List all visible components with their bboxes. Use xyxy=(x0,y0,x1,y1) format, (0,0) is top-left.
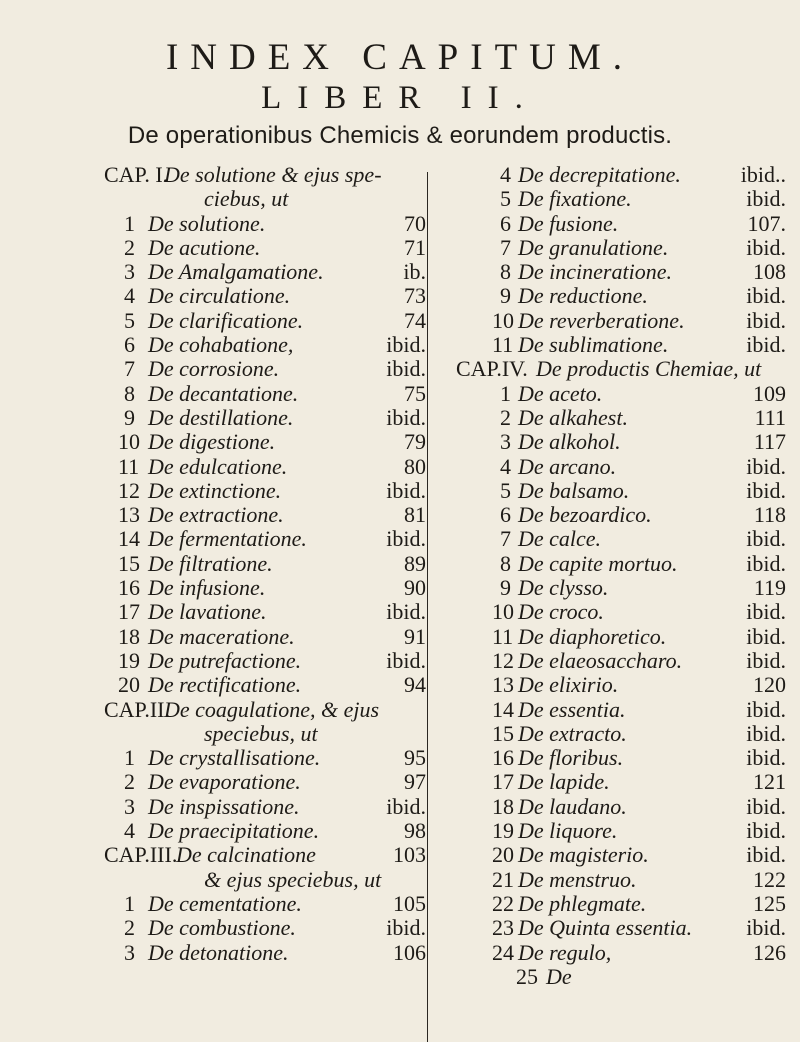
page-reference: ibid. xyxy=(746,745,786,771)
entry-number: 4 xyxy=(500,453,511,479)
entry-title: De arcano. xyxy=(518,453,617,479)
entry-number: 8 xyxy=(124,380,135,406)
entry-title: De digestione. xyxy=(148,429,276,455)
index-entry xyxy=(456,479,786,503)
entry-number: 14 xyxy=(492,696,514,722)
entry-title: De edulcatione. xyxy=(148,453,288,479)
page-reference: ibid. xyxy=(746,623,786,649)
entry-title: De magisterio. xyxy=(518,842,649,868)
entry-number: 5 xyxy=(500,186,511,212)
entry-number: 11 xyxy=(492,623,514,649)
entry-title: De maceratione. xyxy=(148,623,295,649)
entry-number: 6 xyxy=(500,210,511,236)
chapter-heading xyxy=(104,162,426,187)
entry-number: 19 xyxy=(492,818,514,844)
index-entry xyxy=(456,649,786,673)
entry-number: 7 xyxy=(124,356,135,382)
index-entry xyxy=(456,163,786,187)
page-reference: ibid. xyxy=(746,477,786,503)
page-reference: ibid. xyxy=(746,720,786,746)
page-reference: 120 xyxy=(753,672,786,698)
index-entry xyxy=(118,527,426,551)
page-reference: ibid. xyxy=(746,696,786,722)
index-entry xyxy=(118,770,426,794)
index-entry xyxy=(456,916,786,940)
index-entry xyxy=(118,284,426,308)
page-reference: ibid. xyxy=(746,234,786,260)
index-entry xyxy=(118,406,426,430)
index-entry xyxy=(456,625,786,649)
entry-number: 23 xyxy=(492,915,514,941)
page-reference: 109 xyxy=(753,380,786,406)
page-reference: ibid. xyxy=(746,186,786,212)
entry-number: 2 xyxy=(124,915,135,941)
page-reference: 79 xyxy=(404,429,426,455)
entry-title: De fixatione. xyxy=(518,186,632,212)
index-entry xyxy=(118,576,426,600)
page-reference: ibid. xyxy=(746,818,786,844)
entry-title: De capite mortuo. xyxy=(518,550,678,576)
page-reference: 75 xyxy=(404,380,426,406)
entry-number: 2 xyxy=(500,404,511,430)
page-reference: ibid. xyxy=(746,307,786,333)
page-reference: ibid. xyxy=(746,526,786,552)
entry-title: De diaphoretico. xyxy=(518,623,667,649)
entry-title: De rectificatione. xyxy=(148,672,302,698)
chapter-label: CAP.II. xyxy=(104,696,171,722)
chapter-title: De calcinatione xyxy=(176,842,316,868)
index-entry xyxy=(456,795,786,819)
entry-title: De inspissatione. xyxy=(148,793,300,819)
entry-title: De Quinta essentia. xyxy=(518,915,693,941)
chapter-title-continued: & ejus speciebus, ut xyxy=(204,866,382,892)
chapter-heading xyxy=(456,357,786,381)
entry-number: 8 xyxy=(500,550,511,576)
index-entry xyxy=(118,600,426,624)
entry-number: 4 xyxy=(124,818,135,844)
entry-number: 2 xyxy=(124,234,135,260)
page-reference: 74 xyxy=(404,307,426,333)
entry-number: 17 xyxy=(492,769,514,795)
entry-number: 5 xyxy=(124,307,135,333)
index-entry xyxy=(456,868,786,892)
page-reference: 126 xyxy=(753,939,786,965)
entry-title: De combustione. xyxy=(148,915,296,941)
entry-number: 10 xyxy=(492,307,514,333)
chapter-heading-continuation xyxy=(118,187,426,211)
entry-number: 15 xyxy=(118,550,140,576)
entry-title: De decantatione. xyxy=(148,380,299,406)
entry-number: 10 xyxy=(492,599,514,625)
page-reference: ibid. xyxy=(386,526,426,552)
book-title: LIBER II. xyxy=(261,80,539,116)
entry-title: De sublimatione. xyxy=(518,332,669,358)
entry-number: 24 xyxy=(492,939,514,965)
entry-number: 12 xyxy=(492,647,514,673)
index-entry xyxy=(118,309,426,333)
page-reference: ibid. xyxy=(746,793,786,819)
chapter-title: De productis Chemiae, ut xyxy=(536,356,762,382)
chapter-title-continued: speciebus, ut xyxy=(204,720,318,746)
chapter-heading xyxy=(104,696,426,722)
index-entry xyxy=(118,673,426,697)
chapter-heading-continuation xyxy=(118,868,426,892)
entry-number: 12 xyxy=(118,477,140,503)
index-entry xyxy=(118,625,426,649)
chapter-heading-continuation xyxy=(118,722,426,746)
page-reference: 108 xyxy=(753,259,786,285)
index-entry xyxy=(456,455,786,479)
catchword-number: 25 xyxy=(516,963,538,989)
page-reference: ibid. xyxy=(386,332,426,358)
index-entry xyxy=(118,649,426,673)
index-entry xyxy=(456,843,786,867)
index-entry xyxy=(456,430,786,454)
entry-number: 4 xyxy=(124,283,135,309)
page-reference: 94 xyxy=(404,672,426,698)
entry-title: De bezoardico. xyxy=(518,502,652,528)
entry-number: 9 xyxy=(500,575,511,601)
index-entry xyxy=(118,819,426,843)
entry-number: 20 xyxy=(118,672,140,698)
entry-title: De destillatione. xyxy=(148,404,294,430)
entry-title: De elixirio. xyxy=(518,672,619,698)
index-entry xyxy=(456,187,786,211)
index-entry xyxy=(456,406,786,430)
entry-number: 1 xyxy=(124,210,135,236)
chapter-label: CAP.IV. xyxy=(456,356,528,382)
entry-title: De reverberatione. xyxy=(518,307,685,333)
page-reference: 97 xyxy=(404,769,426,795)
entry-number: 22 xyxy=(492,890,514,916)
index-entry xyxy=(456,503,786,527)
entry-title: De incineratione. xyxy=(518,259,672,285)
page-reference: 95 xyxy=(404,745,426,771)
entry-title: De aceto. xyxy=(518,380,603,406)
page-reference: ibid. xyxy=(746,842,786,868)
page-reference: ibid. xyxy=(746,332,786,358)
index-entry xyxy=(118,892,426,916)
entry-number: 18 xyxy=(492,793,514,819)
index-entry xyxy=(456,673,786,697)
index-entry xyxy=(456,770,786,794)
page-reference: ibid. xyxy=(746,599,786,625)
index-entry xyxy=(118,333,426,357)
page-reference: 107. xyxy=(747,210,786,236)
entry-number: 18 xyxy=(118,623,140,649)
page-reference: ibid. xyxy=(386,915,426,941)
page-reference: ibid. xyxy=(386,793,426,819)
index-entry xyxy=(118,552,426,576)
index-entry xyxy=(456,941,786,965)
entry-title: De Amalgamatione. xyxy=(148,259,324,285)
left-column xyxy=(104,162,426,965)
catchword-line xyxy=(456,965,786,989)
entry-title: De solutione. xyxy=(148,210,266,236)
index-entry xyxy=(456,552,786,576)
entry-number: 6 xyxy=(124,332,135,358)
index-entry xyxy=(118,260,426,284)
entry-number: 3 xyxy=(124,793,135,819)
page-reference: 122 xyxy=(753,866,786,892)
chapter-label: CAP. I. xyxy=(104,162,169,187)
index-entry xyxy=(456,819,786,843)
entry-number: 4 xyxy=(500,162,511,187)
page-reference: ibid. xyxy=(746,550,786,576)
entry-number: 17 xyxy=(118,599,140,625)
entry-title: De praecipitatione. xyxy=(148,818,320,844)
chapter-title: De solutione & ejus spe- xyxy=(164,162,382,187)
index-entry xyxy=(456,746,786,770)
page-reference: 111 xyxy=(754,404,786,430)
page-reference: 70 xyxy=(404,210,426,236)
right-column xyxy=(456,163,786,989)
entry-number: 21 xyxy=(492,866,514,892)
entry-title: De fermentatione. xyxy=(148,526,307,552)
index-entry xyxy=(456,309,786,333)
entry-title: De reductione. xyxy=(518,283,648,309)
index-entry xyxy=(456,260,786,284)
index-entry xyxy=(456,382,786,406)
page-reference: 73 xyxy=(404,283,426,309)
index-title: INDEX CAPITUM. xyxy=(165,37,635,78)
entry-number: 8 xyxy=(500,259,511,285)
index-entry xyxy=(118,795,426,819)
page-reference: 106 xyxy=(393,939,426,965)
page-reference: ib. xyxy=(403,259,426,285)
entry-number: 9 xyxy=(500,283,511,309)
page-reference: ibid. xyxy=(746,283,786,309)
page-reference: 98 xyxy=(404,818,426,844)
entry-title: De extracto. xyxy=(518,720,627,746)
index-entry xyxy=(118,236,426,260)
page-reference: ibid. xyxy=(746,453,786,479)
entry-title: De corrosione. xyxy=(148,356,280,382)
entry-title: De balsamo. xyxy=(518,477,630,503)
entry-title: De putrefactione. xyxy=(148,647,302,673)
entry-title: De cementatione. xyxy=(148,890,302,916)
entry-title: De menstruo. xyxy=(518,866,637,892)
index-entry xyxy=(456,527,786,551)
entry-number: 15 xyxy=(492,720,514,746)
entry-number: 13 xyxy=(118,502,140,528)
chapter-title-continued: ciebus, ut xyxy=(204,186,289,212)
entry-number: 1 xyxy=(124,745,135,771)
index-entry xyxy=(456,600,786,624)
entry-title: De decrepitatione. xyxy=(518,162,681,187)
entry-number: 9 xyxy=(124,404,135,430)
index-entry xyxy=(456,212,786,236)
page-reference: 118 xyxy=(753,502,786,528)
entry-title: De floribus. xyxy=(518,745,624,771)
entry-title: De liquore. xyxy=(518,818,618,844)
entry-title: De filtratione. xyxy=(148,550,273,576)
entry-number: 13 xyxy=(492,672,514,698)
entry-number: 3 xyxy=(124,259,135,285)
entry-number: 3 xyxy=(500,429,511,455)
column-divider xyxy=(427,172,428,1042)
entry-title: De lapide. xyxy=(518,769,610,795)
page-reference: ibid. xyxy=(386,477,426,503)
page-reference: 89 xyxy=(404,550,426,576)
entry-title: De evaporatione. xyxy=(148,769,301,795)
index-entry xyxy=(118,382,426,406)
entry-number: 10 xyxy=(118,429,140,455)
index-entry xyxy=(118,430,426,454)
page-reference: ibid. xyxy=(386,356,426,382)
page-reference: 125 xyxy=(753,890,786,916)
index-entry xyxy=(118,479,426,503)
index-entry xyxy=(456,698,786,722)
page-reference: 91 xyxy=(404,623,426,649)
entry-title: De crystallisatione. xyxy=(148,745,321,771)
catchword: De xyxy=(546,963,572,989)
entry-title: De detonatione. xyxy=(148,939,289,965)
entry-number: 14 xyxy=(118,526,140,552)
index-entry xyxy=(118,746,426,770)
index-entry xyxy=(118,455,426,479)
page-reference: ibid. xyxy=(386,599,426,625)
entry-title: De extractione. xyxy=(148,502,284,528)
page-reference: 119 xyxy=(753,575,786,601)
page-reference: 117 xyxy=(753,429,786,455)
entry-number: 6 xyxy=(500,502,511,528)
entry-number: 7 xyxy=(500,234,511,260)
entry-title: De cohabatione, xyxy=(148,332,294,358)
section-subtitle: De operationibus Chemicis & eorundem productis. xyxy=(127,122,673,149)
entry-title: De clarificatione. xyxy=(148,307,304,333)
index-entry xyxy=(118,212,426,236)
entry-title: De acutione. xyxy=(148,234,261,260)
page-reference: ibid. xyxy=(746,647,786,673)
entry-title: De infusione. xyxy=(148,575,266,601)
entry-title: De fusione. xyxy=(518,210,619,236)
entry-number: 3 xyxy=(124,939,135,965)
index-entry xyxy=(118,357,426,381)
page-reference: 81 xyxy=(404,502,426,528)
page-reference: 105 xyxy=(393,890,426,916)
index-entry xyxy=(456,892,786,916)
page-reference: 103 xyxy=(393,842,426,868)
entry-number: 16 xyxy=(492,745,514,771)
index-entry xyxy=(456,576,786,600)
index-entry xyxy=(456,236,786,260)
entry-title: De laudano. xyxy=(518,793,627,819)
page-reference: ibid.. xyxy=(740,162,786,187)
page-reference: ibid. xyxy=(746,915,786,941)
entry-number: 11 xyxy=(492,332,514,358)
chapter-label: CAP.III. xyxy=(104,842,178,868)
entry-number: 1 xyxy=(500,380,511,406)
page-reference: 71 xyxy=(404,234,426,260)
chapter-title: De coagulatione, & ejus xyxy=(164,696,380,722)
entry-title: De lavatione. xyxy=(148,599,267,625)
entry-title: De extinctione. xyxy=(148,477,282,503)
entry-title: De alkohol. xyxy=(518,429,621,455)
page-reference: ibid. xyxy=(386,647,426,673)
entry-number: 20 xyxy=(492,842,514,868)
index-entry xyxy=(118,916,426,940)
entry-number: 2 xyxy=(124,769,135,795)
page-reference: 80 xyxy=(404,453,426,479)
entry-title: De essentia. xyxy=(518,696,626,722)
page-reference: 90 xyxy=(404,575,426,601)
index-entry xyxy=(456,333,786,357)
entry-number: 16 xyxy=(118,575,140,601)
page-reference: ibid. xyxy=(386,404,426,430)
entry-title: De phlegmate. xyxy=(518,890,647,916)
entry-number: 7 xyxy=(500,526,511,552)
entry-title: De elaeosaccharo. xyxy=(518,647,683,673)
entry-title: De circulatione. xyxy=(148,283,291,309)
index-entry xyxy=(456,722,786,746)
entry-title: De croco. xyxy=(518,599,604,625)
page-reference: 121 xyxy=(753,769,786,795)
index-entry xyxy=(118,941,426,965)
entry-title: De granulatione. xyxy=(518,234,669,260)
entry-title: De alkahest. xyxy=(518,404,628,430)
entry-number: 11 xyxy=(118,453,140,479)
index-entry xyxy=(118,503,426,527)
entry-number: 1 xyxy=(124,890,135,916)
entry-title: De regulo, xyxy=(518,939,612,965)
entry-number: 5 xyxy=(500,477,511,503)
entry-number: 19 xyxy=(118,647,140,673)
entry-title: De calce. xyxy=(518,526,602,552)
entry-title: De clysso. xyxy=(518,575,609,601)
index-entry xyxy=(456,284,786,308)
chapter-heading xyxy=(104,842,426,868)
